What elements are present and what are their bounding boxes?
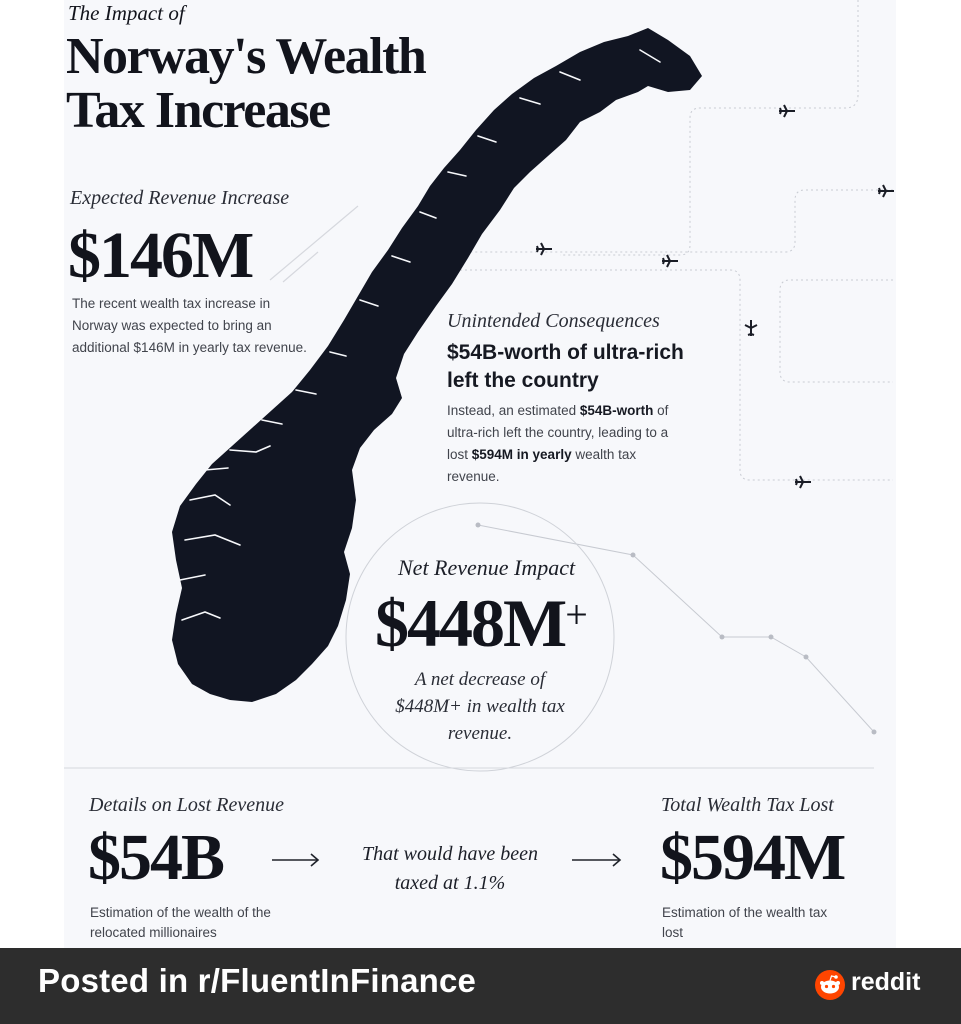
details-desc-line: relocated millionaires bbox=[90, 925, 217, 940]
unintended-headline-line: $54B-worth of ultra-rich bbox=[447, 341, 684, 364]
text-span: Instead, an estimated bbox=[447, 403, 580, 418]
bold-text: $594M in yearly bbox=[471, 447, 572, 462]
total-desc-line: lost bbox=[662, 925, 684, 940]
net-impact-number: $448M bbox=[375, 585, 566, 661]
unintended-headline bbox=[447, 339, 684, 395]
text-span: wealth tax bbox=[571, 447, 637, 462]
net-impact-label: Net Revenue Impact bbox=[398, 555, 576, 580]
plus-sign: + bbox=[565, 592, 586, 637]
net-desc-line: revenue. bbox=[447, 723, 513, 744]
unintended-desc-line bbox=[447, 400, 668, 422]
title-line-2: Tax Increase bbox=[66, 82, 330, 139]
tax-rate-note-line: taxed at 1.1% bbox=[394, 872, 506, 894]
reddit-footer-bar bbox=[0, 948, 961, 1024]
details-description bbox=[90, 903, 271, 943]
total-desc-line: Estimation of the wealth tax bbox=[662, 905, 828, 920]
unintended-consequences-label: Unintended Consequences bbox=[447, 310, 660, 332]
expected-desc-line: additional $146M in yearly tax revenue. bbox=[72, 340, 307, 355]
expected-revenue-description bbox=[72, 293, 307, 359]
net-desc-line: $448M+ in wealth tax bbox=[395, 696, 565, 717]
net-impact-description bbox=[380, 666, 580, 747]
bold-text: $54B-worth bbox=[579, 403, 654, 418]
expected-revenue-value: $146M bbox=[68, 219, 253, 292]
unintended-desc-line bbox=[447, 444, 668, 466]
net-desc-line: A net decrease of bbox=[414, 669, 546, 690]
details-value: $54B bbox=[88, 821, 224, 894]
unintended-desc-line: revenue. bbox=[447, 469, 500, 484]
net-impact-value bbox=[375, 584, 586, 663]
expected-desc-line: Norway was expected to bring an bbox=[72, 318, 272, 333]
tax-rate-note bbox=[340, 840, 560, 898]
unintended-desc-line: ultra-rich left the country, leading to a bbox=[447, 425, 669, 440]
page-title bbox=[66, 30, 425, 138]
details-label: Details on Lost Revenue bbox=[89, 794, 284, 816]
expected-revenue-label: Expected Revenue Increase bbox=[70, 187, 290, 209]
unintended-description bbox=[447, 400, 668, 488]
reddit-logo-icon bbox=[815, 970, 845, 1000]
details-desc-line: Estimation of the wealth of the bbox=[90, 905, 271, 920]
total-lost-description bbox=[662, 903, 827, 943]
tax-rate-note-line: That would have been bbox=[361, 843, 539, 865]
text-span: of bbox=[653, 403, 669, 418]
total-lost-label: Total Wealth Tax Lost bbox=[661, 794, 834, 816]
posted-in-text[interactable]: Posted in r/FluentInFinance bbox=[38, 962, 477, 999]
title-kicker: The Impact of bbox=[68, 1, 185, 25]
text-span: lost bbox=[447, 447, 472, 462]
title-line-1: Norway's Wealth bbox=[66, 28, 426, 85]
expected-desc-line: The recent wealth tax increase in bbox=[72, 296, 271, 311]
unintended-headline-line: left the country bbox=[447, 369, 599, 392]
total-lost-value: $594M bbox=[660, 821, 845, 894]
reddit-wordmark[interactable]: reddit bbox=[851, 968, 921, 996]
